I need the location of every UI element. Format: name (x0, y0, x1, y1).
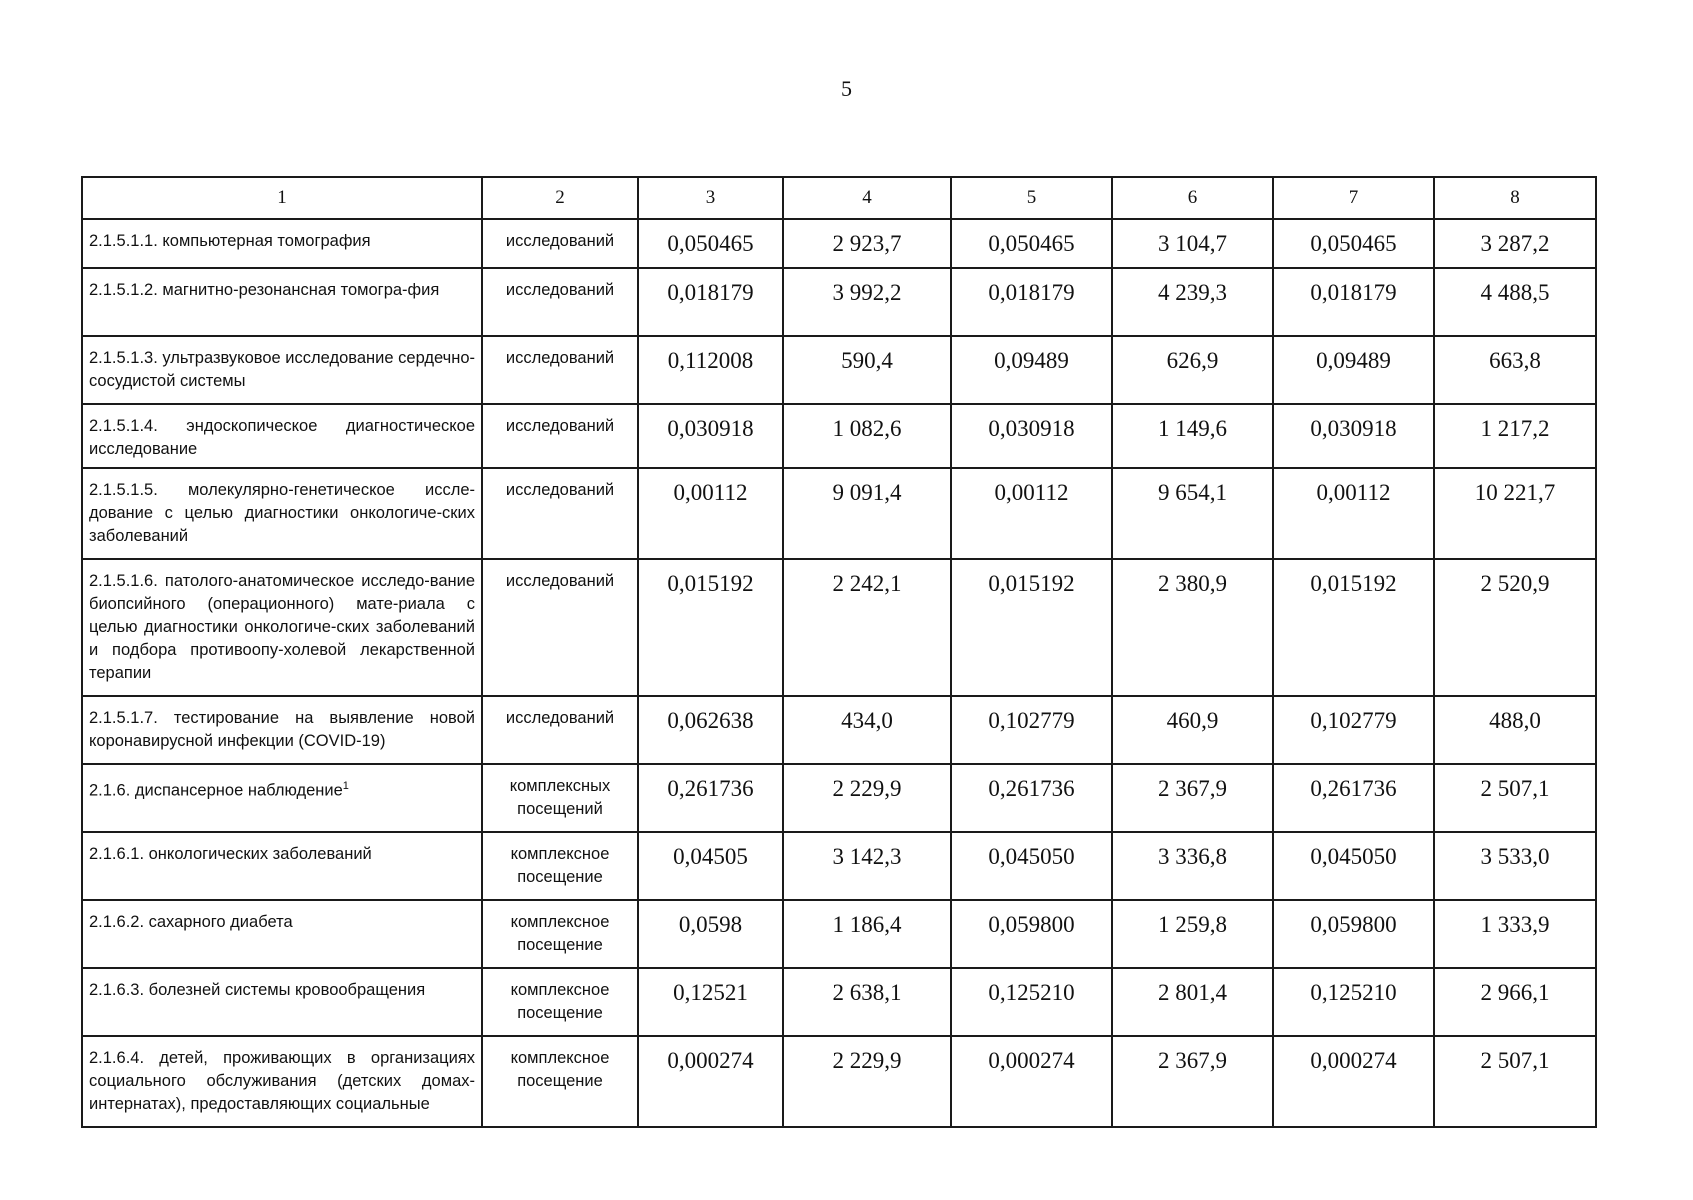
column-header: 2 (482, 177, 638, 219)
table-row (82, 764, 1596, 832)
cell-col4: 434,0 (783, 696, 951, 764)
cell-col6: 1 149,6 (1112, 404, 1273, 468)
table-row (82, 219, 1596, 268)
cell-col3: 0,000274 (638, 1036, 783, 1127)
table-row (82, 900, 1596, 968)
cell-col4: 3 142,3 (783, 832, 951, 900)
cell-col7: 0,102779 (1273, 696, 1434, 764)
cell-col7: 0,045050 (1273, 832, 1434, 900)
cell-col5: 0,00112 (951, 468, 1112, 559)
row-name: 2.1.5.1.2. магнитно-резонансная томогра-фия (82, 268, 482, 336)
table-row (82, 404, 1596, 468)
row-unit: комплексное посещение (482, 1036, 638, 1127)
cell-col5: 0,030918 (951, 404, 1112, 468)
cell-col4: 1 186,4 (783, 900, 951, 968)
row-name-text: 2.1.6. диспансерное наблюдение (89, 781, 343, 800)
row-name: 2.1.6.3. болезней системы кровообращения (82, 968, 482, 1036)
cell-col7: 0,00112 (1273, 468, 1434, 559)
row-name: 2.1.5.1.1. компьютерная томография (82, 219, 482, 268)
cell-col6: 9 654,1 (1112, 468, 1273, 559)
cell-col3: 0,00112 (638, 468, 783, 559)
cell-col6: 3 336,8 (1112, 832, 1273, 900)
column-header: 5 (951, 177, 1112, 219)
cell-col5: 0,102779 (951, 696, 1112, 764)
column-header: 6 (1112, 177, 1273, 219)
table-header-row (82, 177, 1596, 219)
row-name: 2.1.6.4. детей, проживающих в организациях социального обслуживания (детских домах-интернатах), предоставляющих социальные (82, 1036, 482, 1127)
cell-col5: 0,018179 (951, 268, 1112, 336)
cell-col5: 0,09489 (951, 336, 1112, 404)
cell-col8: 2 507,1 (1434, 1036, 1596, 1127)
cell-col7: 0,09489 (1273, 336, 1434, 404)
cell-col5: 0,015192 (951, 559, 1112, 696)
cell-col8: 3 533,0 (1434, 832, 1596, 900)
table-row (82, 968, 1596, 1036)
cell-col6: 2 801,4 (1112, 968, 1273, 1036)
cell-col3: 0,04505 (638, 832, 783, 900)
cell-col6: 2 367,9 (1112, 764, 1273, 832)
table-row (82, 696, 1596, 764)
cell-col4: 3 992,2 (783, 268, 951, 336)
column-header: 1 (82, 177, 482, 219)
cell-col3: 0,030918 (638, 404, 783, 468)
column-header: 8 (1434, 177, 1596, 219)
cell-col3: 0,0598 (638, 900, 783, 968)
cell-col4: 9 091,4 (783, 468, 951, 559)
cell-col8: 2 966,1 (1434, 968, 1596, 1036)
row-name: 2.1.5.1.3. ультразвуковое исследование сердечно-сосудистой системы (82, 336, 482, 404)
cell-col6: 626,9 (1112, 336, 1273, 404)
cell-col7: 0,015192 (1273, 559, 1434, 696)
row-name: 2.1.5.1.7. тестирование на выявление новой коронавирусной инфекции (COVID-19) (82, 696, 482, 764)
cell-col3: 0,050465 (638, 219, 783, 268)
cell-col8: 1 217,2 (1434, 404, 1596, 468)
row-unit: исследований (482, 468, 638, 559)
row-unit: комплексное посещение (482, 832, 638, 900)
cell-col7: 0,018179 (1273, 268, 1434, 336)
row-name: 2.1.6.1. онкологических заболеваний (82, 832, 482, 900)
table-row (82, 268, 1596, 336)
column-header: 7 (1273, 177, 1434, 219)
cell-col5: 0,000274 (951, 1036, 1112, 1127)
cell-col4: 2 242,1 (783, 559, 951, 696)
cell-col8: 2 507,1 (1434, 764, 1596, 832)
row-unit: исследований (482, 336, 638, 404)
row-unit: комплексных посещений (482, 764, 638, 832)
row-name: 2.1.5.1.4. эндоскопическое диагностическое исследование (82, 404, 482, 468)
row-unit: исследований (482, 219, 638, 268)
cell-col8: 4 488,5 (1434, 268, 1596, 336)
row-name (82, 764, 482, 832)
data-table (81, 176, 1597, 1128)
row-name: 2.1.5.1.6. патолого-анатомическое исследо-вание биопсийного (операционного) мате-риала с целью диагностики онкологиче-ских заболеваний и подбора противоопу-холевой лекарственной терапии (82, 559, 482, 696)
cell-col8: 10 221,7 (1434, 468, 1596, 559)
cell-col5: 0,059800 (951, 900, 1112, 968)
table-row (82, 832, 1596, 900)
column-header: 4 (783, 177, 951, 219)
cell-col7: 0,030918 (1273, 404, 1434, 468)
cell-col8: 488,0 (1434, 696, 1596, 764)
cell-col7: 0,050465 (1273, 219, 1434, 268)
table-row (82, 1036, 1596, 1127)
cell-col4: 590,4 (783, 336, 951, 404)
cell-col3: 0,062638 (638, 696, 783, 764)
table-row (82, 559, 1596, 696)
row-unit: исследований (482, 696, 638, 764)
cell-col8: 2 520,9 (1434, 559, 1596, 696)
row-unit: комплексное посещение (482, 968, 638, 1036)
cell-col7: 0,000274 (1273, 1036, 1434, 1127)
cell-col4: 2 638,1 (783, 968, 951, 1036)
cell-col4: 2 923,7 (783, 219, 951, 268)
cell-col6: 3 104,7 (1112, 219, 1273, 268)
row-unit: исследований (482, 404, 638, 468)
table-row (82, 468, 1596, 559)
cell-col7: 0,059800 (1273, 900, 1434, 968)
cell-col8: 3 287,2 (1434, 219, 1596, 268)
column-header: 3 (638, 177, 783, 219)
cell-col6: 1 259,8 (1112, 900, 1273, 968)
cell-col3: 0,018179 (638, 268, 783, 336)
cell-col5: 0,125210 (951, 968, 1112, 1036)
cell-col7: 0,261736 (1273, 764, 1434, 832)
cell-col3: 0,112008 (638, 336, 783, 404)
footnote-marker: 1 (342, 780, 349, 792)
cell-col4: 1 082,6 (783, 404, 951, 468)
cell-col6: 4 239,3 (1112, 268, 1273, 336)
cell-col5: 0,261736 (951, 764, 1112, 832)
cell-col5: 0,045050 (951, 832, 1112, 900)
row-name: 2.1.5.1.5. молекулярно-генетическое иссле-дование с целью диагностики онкологиче-ских заболеваний (82, 468, 482, 559)
row-unit: исследований (482, 268, 638, 336)
row-unit: комплексное посещение (482, 900, 638, 968)
page-number: 5 (841, 76, 852, 101)
cell-col3: 0,015192 (638, 559, 783, 696)
table-row (82, 336, 1596, 404)
cell-col6: 2 367,9 (1112, 1036, 1273, 1127)
cell-col6: 2 380,9 (1112, 559, 1273, 696)
row-name: 2.1.6.2. сахарного диабета (82, 900, 482, 968)
cell-col8: 663,8 (1434, 336, 1596, 404)
cell-col4: 2 229,9 (783, 1036, 951, 1127)
cell-col6: 460,9 (1112, 696, 1273, 764)
cell-col3: 0,261736 (638, 764, 783, 832)
cell-col4: 2 229,9 (783, 764, 951, 832)
cell-col8: 1 333,9 (1434, 900, 1596, 968)
cell-col5: 0,050465 (951, 219, 1112, 268)
row-unit: исследований (482, 559, 638, 696)
cell-col3: 0,12521 (638, 968, 783, 1036)
cell-col7: 0,125210 (1273, 968, 1434, 1036)
